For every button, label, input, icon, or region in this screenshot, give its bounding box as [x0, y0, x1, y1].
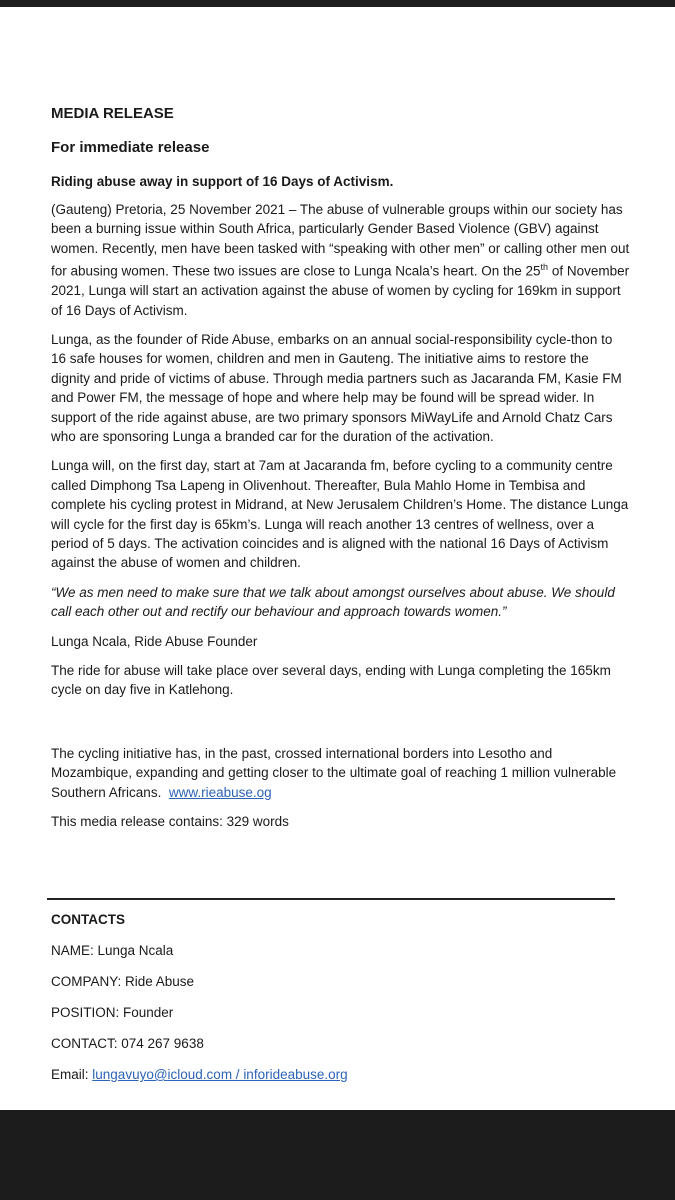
contact-position: POSITION: Founder [51, 1005, 174, 1020]
founder-quote: “We as men need to make sure that we talk about amongst ourselves about abuse. We should call each other out and rectify our behaviour and approach towards women.” [51, 584, 615, 620]
section-divider [47, 898, 615, 900]
paragraph-international: The cycling initiative has, in the past, crossed international borders into Lesotho and Mozambique, expanding and getting closer to the ultimate goal of reaching 1 million vulnerable Southern Africans. www.rieabuse.og [51, 745, 617, 800]
media-release-title: MEDIA RELEASE [51, 105, 174, 122]
paragraph-founder: Lunga, as the founder of Ride Abuse, embarks on an annual social-responsibility cycle-thon to 16 safe houses for women, children and men in Gauteng. The initiative aims to restore the dignity and pride of victims of abuse. Through media partners such as Jacaranda FM, Kasie FM and Power FM, the message of hope and where help may be found will be spread wider. In support of the ride against abuse, are two primary sponsors MiWayLife and Arnold Chatz Cars who are sponsoring Lunga a branded car for the duration of the activation. [51, 331, 622, 444]
contact-company: COMPANY: Ride Abuse [51, 974, 195, 989]
contacts-title: CONTACTS [51, 912, 125, 927]
immediate-release-subtitle: For immediate release [51, 139, 210, 156]
website-link[interactable]: www.rieabuse.og [168, 784, 272, 800]
word-count: This media release contains: 329 words [51, 814, 289, 830]
paragraph-ride-days: The ride for abuse will take place over several days, ending with Lunga completing the 165km cycle on day five in Katlehong. [51, 663, 611, 698]
contact-name: NAME: Lunga Ncala [51, 943, 174, 958]
headline: Riding abuse away in support of 16 Days of Activism. [51, 174, 394, 189]
paragraph-intro: (Gauteng) Pretoria, 25 November 2021 – The abuse of vulnerable groups within our society has been a burning issue within South Africa, particularly Gender Based Violence (GBV) against women. Recently, men have been tasked with “speaking with other men” or calling other men out for abusing women. These two issues are close to Lunga Ncala’s heart. On the 25th of November 2021, Lunga will start an activation against the abuse of women by cycling for 169km in support of 16 Days of Activism. [51, 202, 630, 318]
media-release-document [51, 100, 631, 831]
email-link[interactable]: lungavuyo@icloud.com / inforideabuse.org [92, 1067, 348, 1082]
bottom-dark-bar [0, 1110, 675, 1200]
top-dark-bar [0, 0, 675, 7]
contact-phone: CONTACT: 074 267 9638 [51, 1036, 204, 1051]
contacts-section [51, 911, 611, 1084]
paragraph-route: Lunga will, on the first day, start at 7am at Jacaranda fm, before cycling to a community centre called Dimphong Tsa Lapeng in Olivenhout. Thereafter, Bula Mahlo Home in Tembisa and complete his cycling protest in Midrand, at New Jerusalem Children’s Home. The distance Lunga will cycle for the first day is 65km’s. Lunga will reach another 13 centres of wellness, over a period of 5 days. The activation coincides and is aligned with the national 16 Days of Activism against the abuse of women and children. [51, 458, 629, 571]
contact-email: Email: lungavuyo@icloud.com / inforideabuse.org [51, 1067, 348, 1082]
quote-attribution: Lunga Ncala, Ride Abuse Founder [51, 633, 258, 649]
